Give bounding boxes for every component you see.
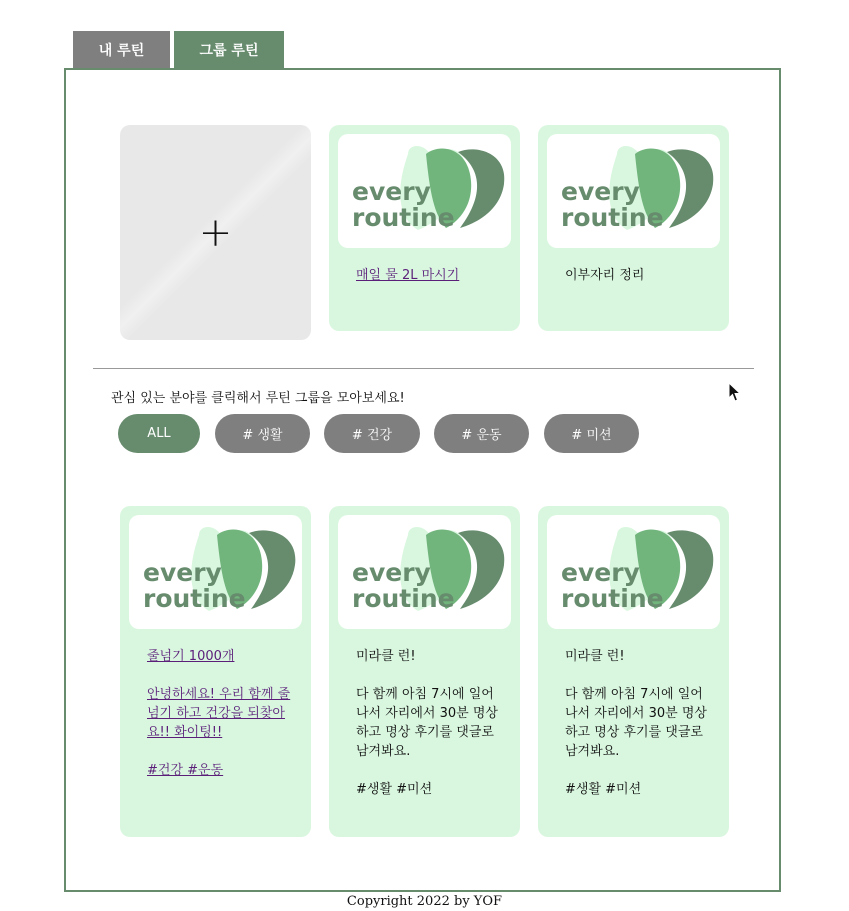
mouse-pointer-icon	[728, 382, 742, 404]
chip-health[interactable]: # 건강	[324, 414, 420, 453]
logo-text-line2: routine	[352, 203, 455, 232]
chip-mission[interactable]: # 미션	[544, 414, 639, 453]
section-divider	[93, 368, 754, 369]
logo-image	[338, 515, 511, 629]
logo-text-line1: every	[143, 558, 222, 587]
chip-life[interactable]: # 생활	[215, 414, 310, 453]
logo-text-line2: routine	[561, 203, 664, 232]
logo-image	[547, 515, 720, 629]
tab-my-routine[interactable]: 내 루틴	[73, 31, 170, 69]
logo-image	[338, 134, 511, 248]
logo-image	[129, 515, 302, 629]
add-routine-card[interactable]	[120, 125, 311, 340]
group-routine-link[interactable]: 줄넘기 1000개 안녕하세요! 우리 함께 줄넘기 하고 건강을 되찾아요!! 화이팅!! #건강 #운동	[147, 649, 291, 778]
group-routine-card[interactable]	[329, 506, 520, 837]
group-routine-card[interactable]	[120, 506, 311, 837]
group-routine-text: 미라클 런! 다 함께 아침 7시에 일어나서 자리에서 30분 명상하고 명상 후기를 댓글로 남겨봐요. #생활 #미션	[356, 649, 498, 797]
group-routine-text: 미라클 런! 다 함께 아침 7시에 일어나서 자리에서 30분 명상하고 명상 후기를 댓글로 남겨봐요. #생활 #미션	[565, 649, 707, 797]
routine-card[interactable]	[538, 125, 729, 331]
logo-text-line2: routine	[561, 584, 664, 613]
group-routine-card[interactable]	[538, 506, 729, 837]
logo-text-line1: every	[561, 558, 640, 587]
logo-text-line2: routine	[143, 584, 246, 613]
logo-text-line1: every	[561, 177, 640, 206]
filter-hint: 관심 있는 분야를 클릭해서 루틴 그룹을 모아보세요!	[111, 391, 405, 406]
logo-text-line1: every	[352, 177, 431, 206]
logo-image	[547, 134, 720, 248]
logo-text-line2: routine	[352, 584, 455, 613]
routine-title: 이부자리 정리	[565, 268, 645, 283]
copyright: Copyright 2022 by YOF	[346, 894, 503, 909]
logo-text-line1: every	[352, 558, 431, 587]
tab-group-routine[interactable]: 그룹 루틴	[174, 31, 284, 69]
chip-all[interactable]: ALL	[118, 414, 200, 453]
routine-title-link[interactable]: 매일 물 2L 마시기	[356, 268, 460, 283]
routine-card[interactable]	[329, 125, 520, 331]
chip-exercise[interactable]: # 운동	[434, 414, 529, 453]
plus-icon: +	[198, 209, 233, 256]
